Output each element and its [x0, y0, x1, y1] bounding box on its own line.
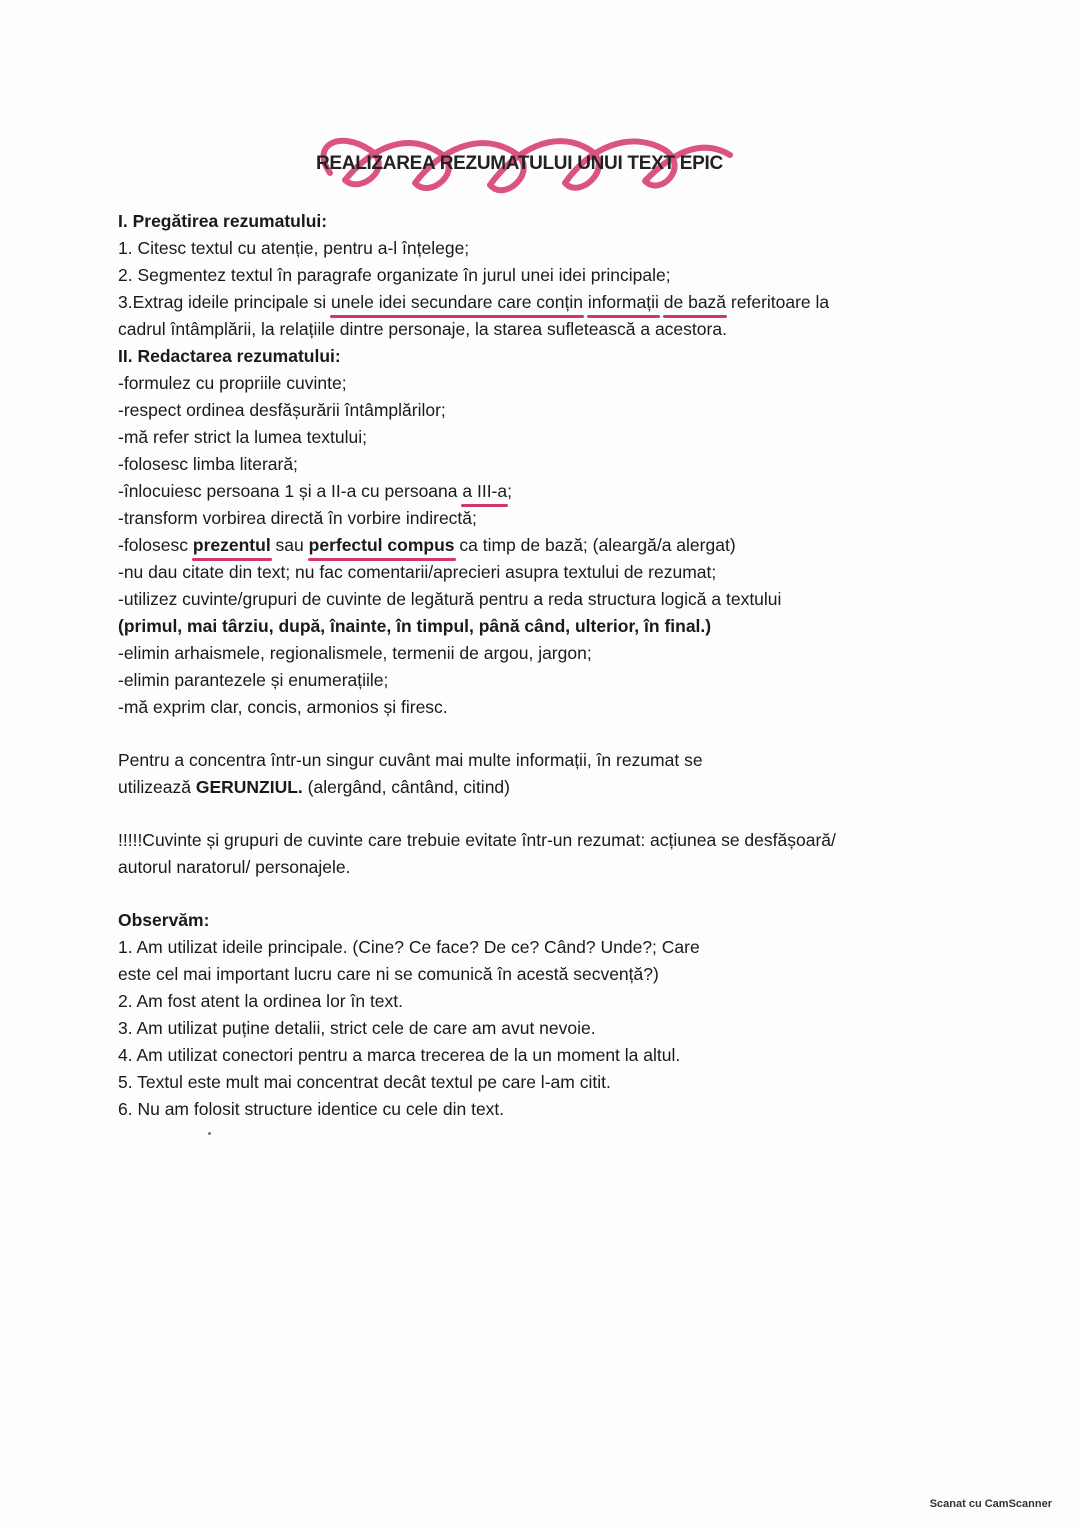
page-title: REALIZAREA REZUMATULUI UNUI TEXT EPIC [316, 153, 723, 174]
section2-heading: II. Redactarea rezumatului: [118, 346, 341, 366]
gerund-examples: (alergând, cântând, citind) [302, 777, 510, 797]
section2-rule: -formulez cu propriile cuvinte; [118, 373, 347, 393]
gerund-paragraph-line2 [118, 774, 998, 801]
section1-item-1: 1. Citesc textul cu atenție, pentru a-l înțelege; [118, 238, 470, 258]
gerund-keyword: GERUNZIUL. [195, 777, 303, 797]
observation-item: 2. Am fost atent la ordinea lor în text. [118, 991, 404, 1011]
item3-underlined-information: informații [588, 289, 659, 316]
rule5-underlined-third-person: a III-a [462, 478, 507, 505]
section2-rule: -elimin parantezele și enumerațiile; [118, 670, 389, 690]
rule7-text-b: sau [270, 535, 309, 555]
observation-item: 3. Am utilizat puține detalii, strict cele de care am avut nevoie. [118, 1018, 596, 1038]
observation-item: 1. Am utilizat ideile principale. (Cine? Ce face? De ce? Când? Unde?; Care [118, 937, 700, 957]
section2-rule: -utilizez cuvinte/grupuri de cuvinte de legătură pentru a reda structura logică a textului [118, 589, 782, 609]
rule5-text-b: ; [507, 481, 512, 501]
item3-underlined-basic: de bază [664, 289, 726, 316]
observation-item: 6. Nu am folosit structure identice cu cele din text. [118, 1099, 505, 1119]
section2-rule: -transform vorbirea directă în vorbire indirectă; [118, 508, 477, 528]
spacer [118, 801, 998, 827]
section2-rule: -mă refer strict la lumea textului; [118, 427, 367, 447]
gerund-paragraph-line1: Pentru a concentra într-un singur cuvânt mai multe informații, în rezumat se [118, 750, 703, 770]
section2-rule [118, 478, 998, 505]
observation-item-cont: este cel mai important lucru care ni se comunică în acestă secvență?) [118, 964, 659, 984]
item3-text-a: 3.Extrag ideile principale si [118, 292, 332, 312]
section2-rule [118, 532, 998, 559]
section2-rule: -mă exprim clar, concis, armonios și firesc. [118, 697, 448, 717]
item3-underlined-secondary-ideas: unele idei secundare care conțin [331, 289, 583, 316]
rule7-text-a: -folosesc [118, 535, 193, 555]
section2-rule: -elimin arhaismele, regionalismele, termenii de argou, jargon; [118, 643, 592, 663]
section2-rule: -respect ordinea desfășurării întâmplărilor; [118, 400, 446, 420]
section1-heading: I. Pregătirea rezumatului: [118, 211, 328, 231]
observation-item: 4. Am utilizat conectori pentru a marca trecerea de la un moment la altul. [118, 1045, 681, 1065]
rule7-underlined-present: prezentul [193, 532, 271, 559]
section1-item-3 [118, 289, 998, 316]
rule7-underlined-perfect: perfectul compus [309, 532, 455, 559]
section1-item-3-cont: cadrul întâmplării, la relațiile dintre personaje, la starea sufletească a acestora. [118, 319, 727, 339]
rule5-text-a: -înlocuiesc persoana 1 și a II-a cu persoana [118, 481, 463, 501]
scan-speck [208, 1132, 211, 1135]
spacer [118, 881, 998, 907]
section2-rule: -folosesc limba literară; [118, 454, 298, 474]
section1-item-2: 2. Segmentez textul în paragrafe organizate în jurul unei idei principale; [118, 265, 671, 285]
item3-text-d: referitoare la [726, 292, 830, 312]
gerund-text-a: utilizează [118, 777, 196, 797]
observations-heading: Observăm: [118, 910, 210, 930]
rule7-text-c: ca timp de bază; (aleargă/a alergat) [454, 535, 736, 555]
spacer [118, 721, 998, 747]
document-body [118, 208, 998, 1123]
warning-line2: autorul naratorul/ personajele. [118, 857, 351, 877]
connectors-list: (primul, mai târziu, după, înainte, în timpul, până când, ulterior, în final.) [118, 616, 712, 636]
observation-item: 5. Textul este mult mai concentrat decât textul pe care l-am citit. [118, 1072, 611, 1092]
scanner-watermark: Scanat cu CamScanner [929, 1498, 1052, 1510]
title-block [300, 125, 780, 215]
section2-rule: -nu dau citate din text; nu fac comentarii/aprecieri asupra textului de rezumat; [118, 562, 717, 582]
warning-line1: !!!!!Cuvinte și grupuri de cuvinte care trebuie evitate într-un rezumat: acțiunea se desfășoară/ [118, 830, 836, 850]
